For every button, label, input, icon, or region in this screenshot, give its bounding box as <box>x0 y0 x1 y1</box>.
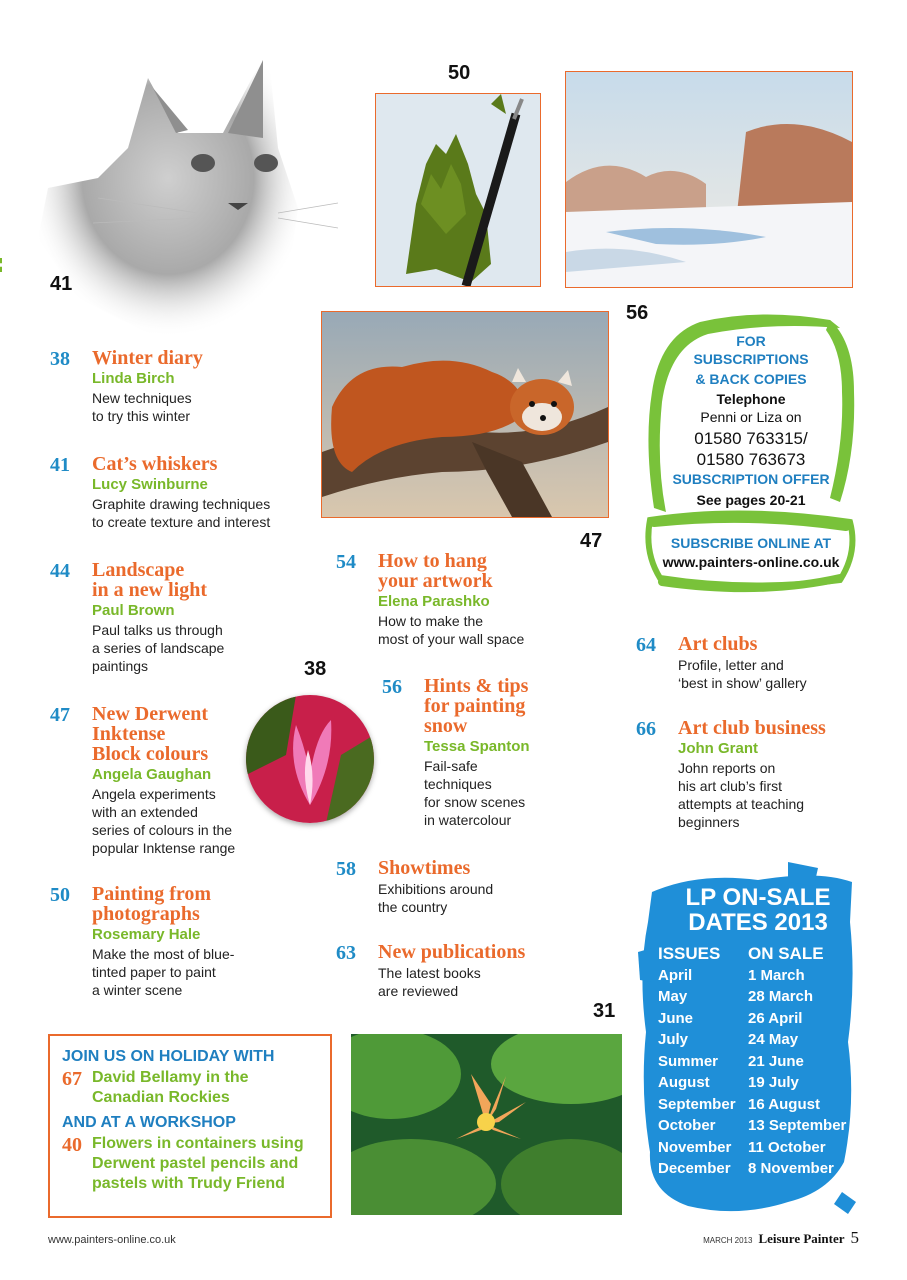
onsale-row: December 8 November <box>658 1160 834 1177</box>
subs-phone-1[interactable]: 01580 763315/ <box>694 429 808 448</box>
subs-url[interactable]: www.painters-online.co.uk <box>662 554 840 570</box>
footer-month: MARCH 2013 <box>703 1236 753 1245</box>
entry-title: Art clubs <box>678 633 758 655</box>
subs-back-copies: & BACK COPIES <box>695 371 807 387</box>
footer-magazine-title: Leisure Painter <box>758 1231 845 1246</box>
onsale-row: Summer 21 June <box>658 1052 804 1070</box>
water-lily-painting <box>351 1034 622 1215</box>
entry-description: Make the most of blue- tinted paper to paint a winter scene <box>92 946 235 998</box>
entry-author: Lucy Swinburne <box>92 476 208 493</box>
contents-entry-cats-whiskers[interactable] <box>50 454 310 531</box>
entry-description: John reports on his art club’s first attempts at teaching beginners <box>678 760 805 830</box>
flower-circle-page-label: 38 <box>304 658 327 680</box>
green-edge-mark <box>0 258 7 272</box>
holiday-workshop-box[interactable] <box>48 1034 332 1218</box>
onsale-row: October 13 September <box>658 1117 847 1134</box>
entry-page-number: 47 <box>50 704 70 726</box>
entry-title: Landscape in a new light <box>92 559 208 601</box>
onsale-panel <box>658 885 858 1180</box>
entry-title: Art club business <box>678 717 826 739</box>
contents-entry-landscape[interactable] <box>50 560 310 675</box>
entry-author: John Grant <box>678 740 759 757</box>
onsale-row: September 16 August <box>658 1095 820 1113</box>
lily-page-label: 31 <box>593 1000 616 1022</box>
entry-title: Cat’s whiskers <box>92 453 218 475</box>
snow-page-label: 56 <box>626 302 649 324</box>
onsale-issues-header: ISSUES <box>658 944 721 963</box>
contents-entry-new-publications[interactable] <box>336 942 576 1000</box>
contents-entry-art-clubs[interactable] <box>636 634 866 692</box>
holiday-heading: JOIN US ON HOLIDAY WITH <box>62 1048 275 1065</box>
entry-page-number: 50 <box>50 884 70 906</box>
entry-description: New techniques to try this winter <box>92 390 192 424</box>
entry-description: Graphite drawing techniques to create texture and interest <box>92 496 271 530</box>
entry-author: Elena Parashko <box>378 593 490 610</box>
footer-page-number: 5 <box>850 1228 859 1247</box>
entry-author: Paul Brown <box>92 602 175 619</box>
holiday-text: David Bellamy in the Canadian Rockies <box>92 1069 249 1106</box>
cat-page-label: 41 <box>50 273 73 295</box>
entry-page-number: 58 <box>336 858 356 880</box>
contents-entry-winter-diary[interactable] <box>50 348 310 425</box>
entry-title: Winter diary <box>92 347 203 369</box>
entry-description: Paul talks us through a series of landscape paintings <box>92 622 225 674</box>
entry-page-number: 63 <box>336 942 356 964</box>
contents-entry-painting-from-photographs[interactable] <box>50 884 310 999</box>
onsale-row: November 11 October <box>658 1138 826 1156</box>
onsale-header-row <box>658 943 858 965</box>
workshop-heading: AND AT A WORKSHOP <box>62 1114 236 1131</box>
entry-page-number: 44 <box>50 560 70 582</box>
onsale-title-2: DATES 2013 <box>688 909 828 936</box>
entry-page-number: 54 <box>336 551 356 573</box>
contents-entry-hints-tips-snow[interactable] <box>382 676 582 829</box>
footer-issue-info <box>703 1228 859 1248</box>
entry-description: Fail-safe techniques for snow scenes in watercolour <box>424 758 526 828</box>
contents-entry-art-club-business[interactable] <box>636 718 866 831</box>
subs-phone-2[interactable]: 01580 763673 <box>696 450 806 469</box>
entry-page-number: 38 <box>50 348 70 370</box>
contents-entry-showtimes[interactable] <box>336 858 576 916</box>
entry-description: Profile, letter and ‘best in show’ gallery <box>678 657 807 691</box>
entry-author: Linda Birch <box>92 370 175 387</box>
entry-page-number: 41 <box>50 454 70 476</box>
entry-description: Exhibitions around the country <box>378 881 494 915</box>
subs-subscriptions: SUBSCRIPTIONS <box>693 351 809 367</box>
snow-landscape-painting <box>565 71 853 288</box>
workshop-page-number: 40 <box>62 1134 82 1156</box>
onsale-row: July 24 May <box>658 1031 799 1048</box>
subs-for: FOR <box>736 333 766 349</box>
panda-page-label: 47 <box>580 530 603 552</box>
holiday-page-number: 67 <box>62 1068 82 1090</box>
onsale-row: August 19 July <box>658 1074 799 1091</box>
onsale-row: June 26 April <box>658 1009 803 1027</box>
onsale-row: April 1 March <box>658 966 805 984</box>
entry-title: New publications <box>378 941 526 963</box>
entry-author: Rosemary Hale <box>92 926 201 943</box>
trees-painting <box>375 93 541 287</box>
trees-page-label: 50 <box>448 62 471 84</box>
onsale-row: May 28 March <box>658 988 814 1005</box>
entry-title: How to hang your artwork <box>378 550 493 592</box>
onsale-title-1: LP ON-SALE <box>685 884 831 911</box>
entry-page-number: 66 <box>636 718 656 740</box>
subs-penni-liza: Penni or Liza on <box>700 409 802 425</box>
entry-author: Tessa Spanton <box>424 738 530 755</box>
subs-online-label: SUBSCRIBE ONLINE AT <box>670 535 832 551</box>
flower-circle-painting <box>246 695 374 823</box>
red-panda-painting <box>321 311 609 518</box>
contents-entry-how-to-hang[interactable] <box>336 551 576 648</box>
subs-pages: See pages 20-21 <box>696 492 806 508</box>
subs-telephone: Telephone <box>716 391 786 407</box>
entry-author: Angela Gaughan <box>92 766 212 783</box>
entry-title: New Derwent Inktense Block colours <box>92 703 209 765</box>
cat-drawing <box>38 38 338 338</box>
entry-title: Hints & tips for painting snow <box>424 675 529 737</box>
entry-page-number: 56 <box>382 676 402 698</box>
entry-page-number: 64 <box>636 634 656 656</box>
entry-description: The latest books are reviewed <box>378 965 481 999</box>
entry-description: How to make the most of your wall space <box>378 613 525 647</box>
onsale-date-header: ON SALE <box>748 944 824 963</box>
entry-description: Angela experiments with an extended series of colours in the popular Inktense range <box>92 786 236 856</box>
subs-offer: SUBSCRIPTION OFFER <box>672 471 830 487</box>
entry-title: Showtimes <box>378 857 471 879</box>
workshop-text: Flowers in containers using Derwent pastel pencils and pastels with Trudy Friend <box>92 1135 304 1192</box>
footer-url[interactable]: www.painters-online.co.uk <box>48 1234 176 1246</box>
entry-title: Painting from photographs <box>92 883 212 925</box>
